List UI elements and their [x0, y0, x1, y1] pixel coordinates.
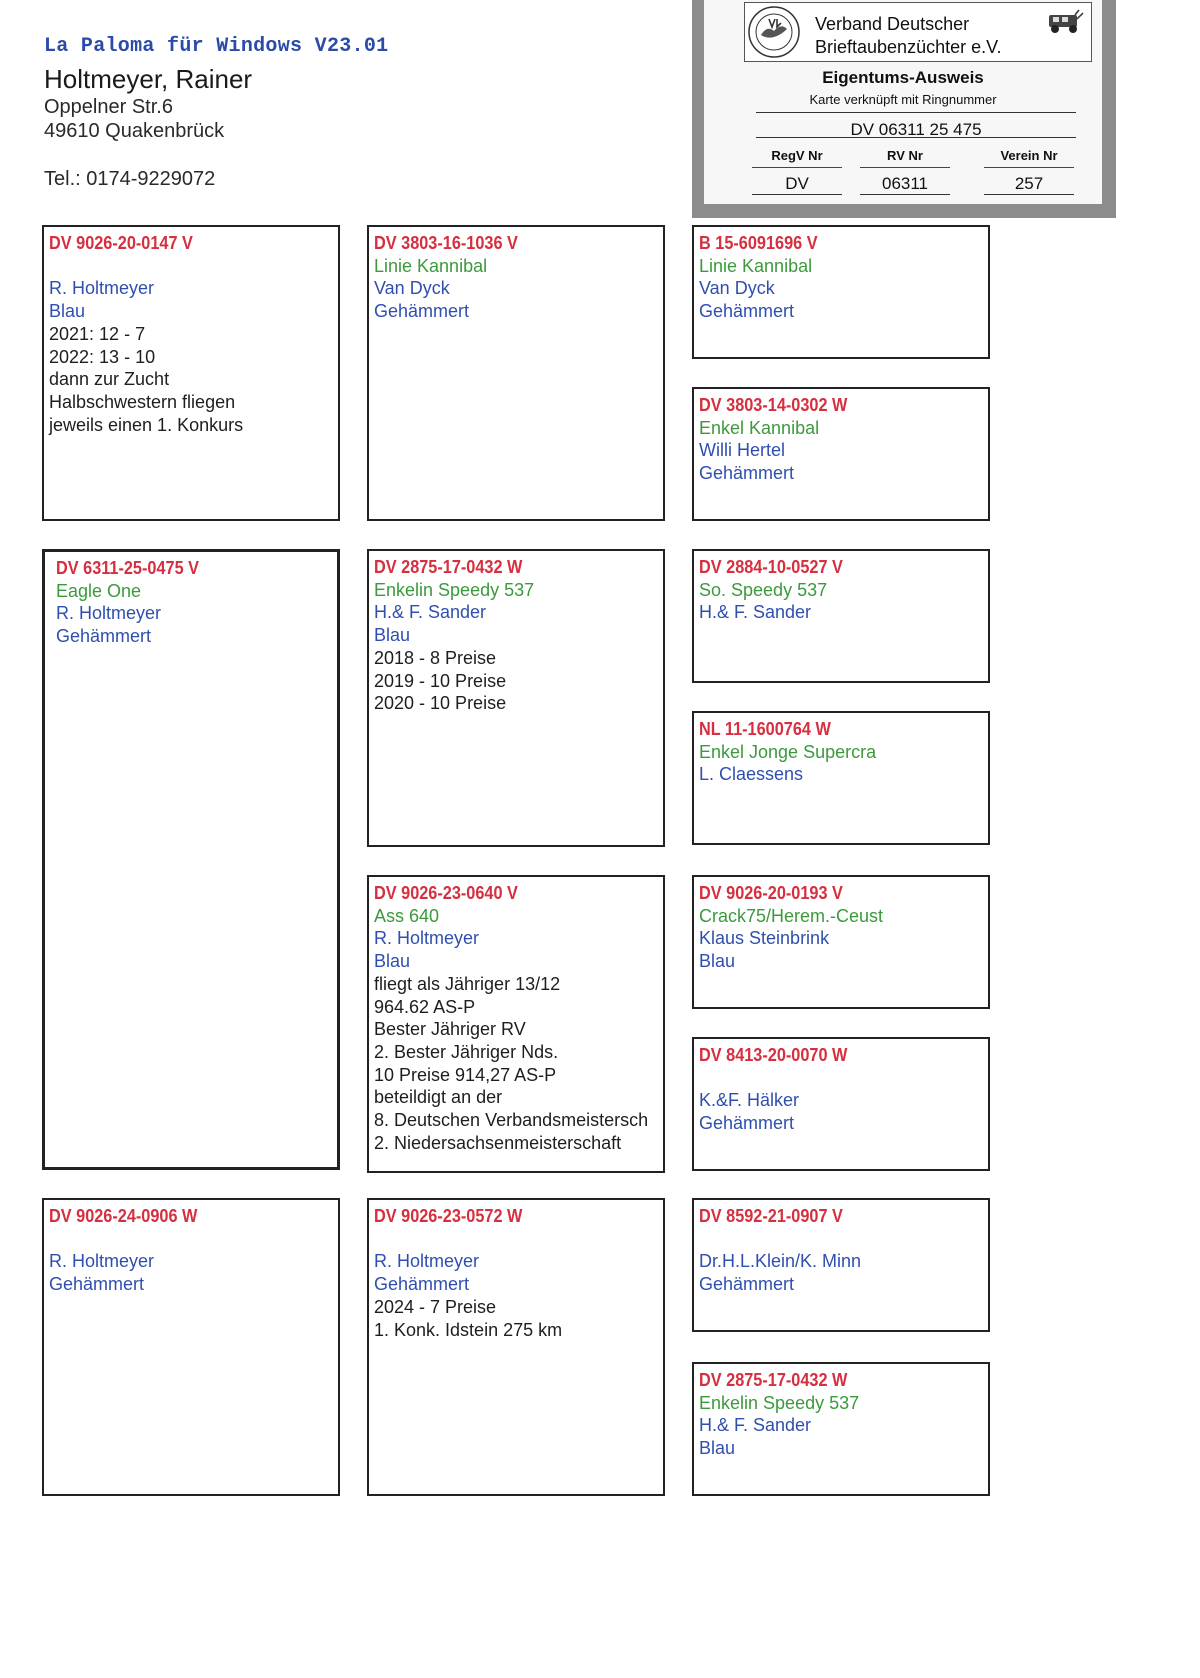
pigeon-name: Enkel Jonge Supercra: [699, 741, 877, 762]
ring-number: DV 2875-17-0432 W: [374, 556, 523, 577]
ring-number: DV 9026-23-0572 W: [374, 1205, 523, 1226]
ring-number: DV 8413-20-0070 W: [699, 1044, 848, 1065]
info-line: Bester Jähriger RV: [374, 1019, 526, 1040]
info-line: 2018 - 8 Preise: [374, 647, 497, 668]
info-line: 2024 - 7 Preise: [374, 1296, 497, 1317]
empty-name-line: [699, 1067, 988, 1090]
breeder: R. Holtmeyer: [49, 278, 155, 299]
association-seal-icon: [747, 5, 801, 59]
pedigree-box-grandmother-2: [367, 1198, 665, 1496]
card-title: Eigentums-Ausweis: [822, 68, 984, 87]
info-line: beteildigt an der: [374, 1087, 503, 1108]
card-regv-value: DV: [752, 174, 842, 195]
card-verein: [984, 148, 1074, 195]
pedigree-box-grandmother-1: [367, 549, 665, 847]
ring-number: DV 9026-24-0906 W: [49, 1205, 198, 1226]
pedigree-box-ggp-2: [692, 387, 990, 521]
info-line: 2019 - 10 Preise: [374, 670, 507, 691]
card-regv: [752, 148, 842, 195]
card-header: [744, 2, 1092, 62]
association-line1: Verband Deutscher: [815, 14, 970, 34]
pedigree-box-ggp-1: [692, 225, 990, 359]
owner-name: Holtmeyer, Rainer: [44, 64, 253, 94]
plumage-color: Blau: [699, 1438, 736, 1459]
ring-number: NL 11-1600764 W: [699, 718, 831, 739]
ring-number: DV 3803-16-1036 V: [374, 232, 518, 253]
pigeon-name: Linie Kannibal: [699, 255, 813, 276]
breeder: R. Holtmeyer: [374, 1251, 480, 1272]
owner-phone: Tel.: 0174-9229072: [44, 168, 216, 190]
plumage-color: Gehämmert: [374, 301, 470, 322]
info-line: fliegt als Jähriger 13/12: [374, 973, 561, 994]
breeder: Van Dyck: [374, 278, 450, 299]
ownership-card: [692, 0, 1116, 218]
plumage-color: Gehämmert: [374, 1274, 470, 1295]
ring-number: B 15-6091696 V: [699, 232, 818, 253]
card-subtitle: Karte verknüpft mit Ringnummer: [809, 92, 997, 107]
pigeon-name: So. Speedy 537: [699, 579, 828, 600]
pedigree-box-grandfather-1: [367, 225, 665, 521]
pigeon-name: Eagle One: [56, 580, 142, 601]
info-line: 10 Preise 914,27 AS-P: [374, 1064, 557, 1085]
pedigree-box-ggp-7: [692, 1198, 990, 1332]
breeder: L. Claessens: [699, 764, 804, 785]
pigeon-name: Ass 640: [374, 905, 440, 926]
plumage-color: Gehämmert: [699, 1274, 795, 1295]
card-verein-label: Verein Nr: [984, 148, 1074, 168]
empty-name-line: [49, 1228, 338, 1251]
pigeon-name: Enkelin Speedy 537: [699, 1392, 860, 1413]
pedigree-box-ggp-5: [692, 875, 990, 1009]
pedigree-box-grandfather-2: [367, 875, 665, 1173]
ring-number: DV 8592-21-0907 V: [699, 1205, 843, 1226]
ring-number: DV 2875-17-0432 W: [699, 1369, 848, 1390]
breeder: H.& F. Sander: [374, 602, 487, 623]
info-line: 2020 - 10 Preise: [374, 693, 507, 714]
breeder: H.& F. Sander: [699, 602, 812, 623]
pigeon-name: Crack75/Herem.-Ceust: [699, 905, 884, 926]
info-line: dann zur Zucht: [49, 369, 170, 390]
breeder: Klaus Steinbrink: [699, 928, 830, 949]
pedigree-box-sibling: [42, 1198, 340, 1496]
card-regv-label: RegV Nr: [752, 148, 842, 168]
ring-number: DV 2884-10-0527 V: [699, 556, 843, 577]
ring-number: DV 6311-25-0475 V: [56, 557, 200, 578]
info-line: 8. Deutschen Verbandsmeistersch: [374, 1110, 649, 1131]
pedigree-box-father: [42, 225, 340, 521]
ring-number: DV 9026-20-0147 V: [49, 232, 193, 253]
empty-name-line: [49, 255, 338, 278]
breeder: R. Holtmeyer: [374, 928, 480, 949]
plumage-color: Blau: [374, 625, 411, 646]
owner-street: Oppelner Str.6: [44, 96, 173, 118]
card-rv: [860, 148, 950, 195]
transport-vehicle-icon: [1045, 9, 1085, 35]
owner-city: 49610 Quakenbrück: [44, 120, 225, 142]
empty-name-line: [699, 1228, 988, 1251]
info-line: 964.62 AS-P: [374, 996, 476, 1017]
info-line: jeweils einen 1. Konkurs: [49, 414, 244, 435]
pigeon-name: Enkelin Speedy 537: [374, 579, 535, 600]
card-verein-value: 257: [984, 174, 1074, 195]
plumage-color: Gehämmert: [699, 1113, 795, 1134]
info-line: Halbschwestern fliegen: [49, 391, 236, 412]
association-name: [815, 13, 1001, 59]
breeder: Van Dyck: [699, 278, 775, 299]
plumage-color: Gehämmert: [49, 1274, 145, 1295]
plumage-color: Blau: [699, 951, 736, 972]
info-line: 2021: 12 - 7: [49, 323, 146, 344]
breeder: K.&F. Hälker: [699, 1090, 800, 1111]
card-ring-number: DV 06311 25 475: [756, 112, 1076, 138]
software-title: La Paloma für Windows V23.01: [44, 35, 389, 58]
pigeon-name: Linie Kannibal: [374, 255, 488, 276]
empty-name-line: [374, 1228, 663, 1251]
info-line: 1. Konk. Idstein 275 km: [374, 1319, 563, 1340]
ownership-card-inner: [704, 0, 1102, 204]
plumage-color: Gehämmert: [699, 463, 795, 484]
association-line2: Brieftaubenzüchter e.V.: [815, 37, 1002, 57]
info-line: 2. Niedersachsenmeisterschaft: [374, 1132, 622, 1153]
card-rv-label: RV Nr: [860, 148, 950, 168]
plumage-color: Gehämmert: [699, 301, 795, 322]
pedigree-box-ggp-6: [692, 1037, 990, 1171]
pedigree-box-ggp-8: [692, 1362, 990, 1496]
info-line: 2022: 13 - 10: [49, 346, 156, 367]
ring-number: DV 3803-14-0302 W: [699, 394, 848, 415]
pigeon-name: Enkel Kannibal: [699, 417, 820, 438]
pedigree-box-subject: [42, 549, 340, 1170]
breeder: Willi Hertel: [699, 440, 786, 461]
plumage-color: Blau: [49, 301, 86, 322]
breeder: Dr.H.L.Klein/K. Minn: [699, 1251, 862, 1272]
plumage-color: Gehämmert: [56, 626, 152, 647]
card-rv-value: 06311: [860, 174, 950, 195]
breeder: R. Holtmeyer: [49, 1251, 155, 1272]
plumage-color: Blau: [374, 951, 411, 972]
ring-number: DV 9026-20-0193 V: [699, 882, 843, 903]
ring-number: DV 9026-23-0640 V: [374, 882, 518, 903]
pedigree-box-ggp-3: [692, 549, 990, 683]
pedigree-box-ggp-4: [692, 711, 990, 845]
info-line: 2. Bester Jähriger Nds.: [374, 1041, 559, 1062]
breeder: R. Holtmeyer: [56, 603, 162, 624]
breeder: H.& F. Sander: [699, 1415, 812, 1436]
